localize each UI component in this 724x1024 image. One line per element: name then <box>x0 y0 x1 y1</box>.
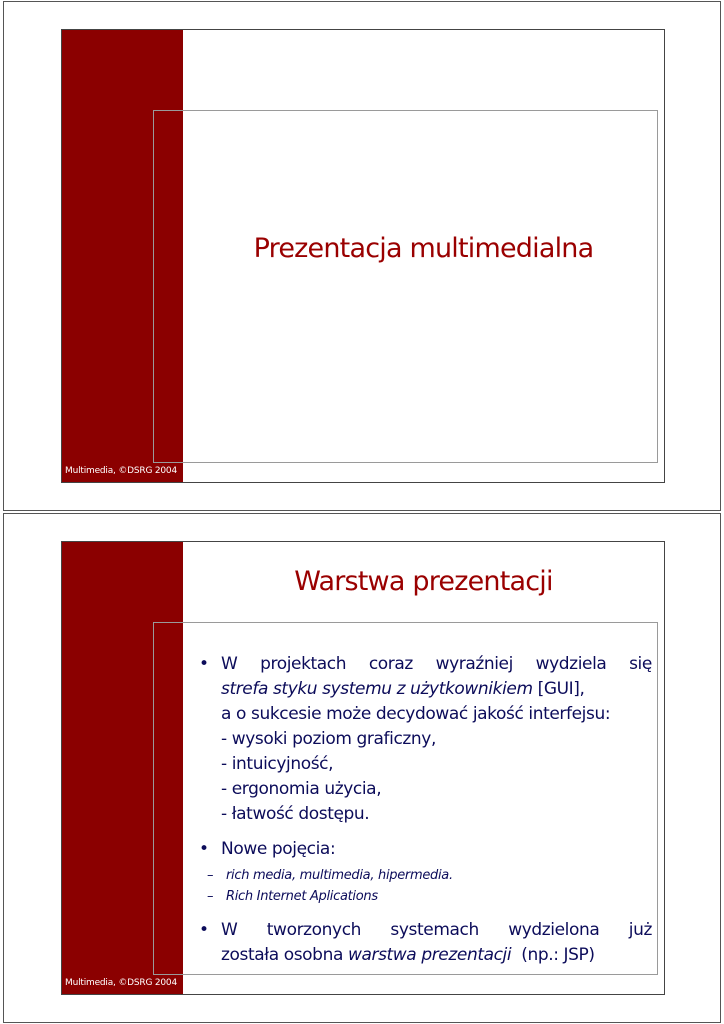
bullet-item <box>198 837 652 862</box>
sub-list <box>198 865 652 907</box>
list-item: - ergonomia użycia, <box>221 779 382 799</box>
word: projektach <box>260 654 347 674</box>
bullet-text: [GUI], <box>532 679 585 699</box>
slide-content-frame <box>153 110 658 463</box>
word: wydziela <box>535 654 607 674</box>
handout-slide-cell-2 <box>3 513 721 1023</box>
handout-slide-cell-1 <box>3 1 721 511</box>
slide-1 <box>61 29 665 483</box>
slide-body <box>198 652 652 968</box>
sub-list-item <box>198 865 652 886</box>
word: tworzonych <box>266 920 362 940</box>
word: wyraźniej <box>435 654 513 674</box>
bullet-icon: • <box>199 920 209 940</box>
dash-icon: – <box>207 868 214 883</box>
bullet-icon: • <box>199 654 209 674</box>
bullet-icon: • <box>199 839 209 859</box>
bullet-text: (np.: JSP) <box>511 945 595 965</box>
bullet-line: Nowe pojęcia: <box>221 839 336 859</box>
bullet-text: została osobna <box>221 945 348 965</box>
slide-title: Warstwa prezentacji <box>294 566 553 597</box>
word: już <box>628 920 652 940</box>
sub-item-text: rich media, multimedia, hipermedia. <box>226 868 453 883</box>
bullet-line: a o sukcesie może decydować jakość interfejsu: <box>221 704 611 724</box>
sub-list-item <box>198 886 652 907</box>
word: W <box>221 920 238 940</box>
slide-title: Prezentacja multimedialna <box>253 233 594 264</box>
list-item: - wysoki poziom graficzny, <box>221 729 436 749</box>
slide-footer: Multimedia, ©DSRG 2004 <box>65 978 177 988</box>
emphasis-text: strefa styku systemu z użytkownikiem <box>221 679 533 699</box>
bullet-item <box>198 652 652 827</box>
bullet-line <box>221 918 652 943</box>
word: coraz <box>368 654 413 674</box>
list-item: - łatwość dostępu. <box>221 804 370 824</box>
bullet-line <box>221 943 652 968</box>
bullet-line <box>221 652 652 677</box>
list-item: - intuicyjność, <box>221 754 334 774</box>
word: systemach <box>390 920 479 940</box>
word: W <box>221 654 238 674</box>
bullet-item <box>198 918 652 968</box>
slide-2 <box>61 541 665 995</box>
sub-item-text: Rich Internet Aplications <box>226 889 378 904</box>
word: się <box>629 654 652 674</box>
bullet-line <box>221 677 652 702</box>
emphasis-text: warstwa prezentacji <box>347 945 512 965</box>
word: wydzielona <box>508 920 600 940</box>
dash-icon: – <box>207 889 214 904</box>
slide-footer: Multimedia, ©DSRG 2004 <box>65 466 177 476</box>
